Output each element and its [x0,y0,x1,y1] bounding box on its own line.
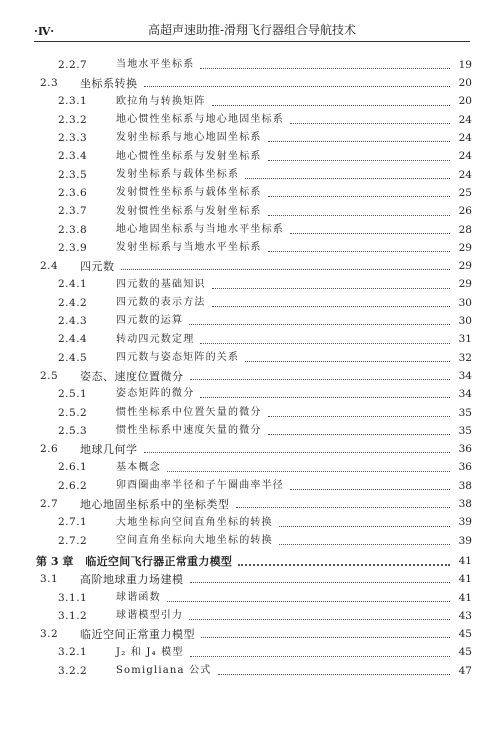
toc-entry[interactable] [36,56,472,74]
toc-entry-page: 25 [458,186,472,199]
toc-entry-title: 地球几何学 [80,442,138,456]
toc-entry-page: 28 [458,223,472,236]
toc-entry[interactable] [36,349,472,367]
toc-entry[interactable] [36,607,472,625]
toc-entry-title: 地心惯性坐标系与地心地固坐标系 [116,114,284,126]
toc-entry-number: 2.7 [40,498,59,511]
dot-leader [290,122,450,124]
toc-entry[interactable] [36,459,472,477]
toc-entry-number: 2.3.2 [58,113,88,126]
toc-entry-number: 2.3.6 [58,186,88,199]
toc-entry-title: 高阶地球重力场建模 [80,572,184,586]
toc-entry-number: 2.4.3 [58,315,88,328]
toc-entry-title: 姿态、速度位置微分 [80,369,184,383]
toc-entry-number: 2.7.2 [58,534,88,547]
toc-entry-title: 地心惯性坐标系与发射坐标系 [116,150,262,162]
toc-entry-title: 空间直角坐标向大地坐标的转换 [116,534,273,546]
toc-entry-page: 41 [458,554,472,567]
toc-entry-page: 30 [458,296,472,309]
toc-entry[interactable] [36,202,472,220]
toc-entry[interactable] [36,184,472,202]
toc-entry-page: 32 [458,351,472,364]
toc-entry[interactable] [36,404,472,422]
toc-entry-number: 2.4.4 [58,333,88,346]
toc-entry[interactable] [36,129,472,147]
toc-entry-number: 2.3.9 [58,241,88,254]
dot-leader [200,342,450,344]
toc-entry-page: 19 [458,58,472,71]
toc-entry-page: 29 [458,241,472,254]
toc-entry-page: 29 [458,278,472,291]
toc-entry-number: 2.3.7 [58,205,88,218]
toc-entry-number: 3.1 [40,573,59,586]
toc-entry-title: 大地坐标向空间直角坐标的转换 [116,516,273,528]
toc-entry[interactable] [36,552,472,570]
dot-leader [245,177,450,179]
dot-leader [238,563,450,566]
toc-entry-number: 2.3.3 [58,132,88,145]
toc-entry-number: 3.1.1 [58,591,88,604]
toc-entry[interactable] [36,385,472,403]
toc-entry-page: 31 [458,333,472,346]
toc-entry-title: 四元数的基础知识 [116,278,206,290]
toc-entry-page: 36 [458,443,472,456]
toc-entry-number: 3.2.2 [58,664,88,677]
toc-entry-number: 2.4.5 [58,351,88,364]
toc-entry[interactable] [36,221,472,239]
toc-entry-page: 34 [458,369,472,382]
dot-leader [200,396,450,398]
toc-entry-title: 惯性坐标系中位置矢量的微分 [116,406,262,418]
dot-leader [268,140,450,142]
toc-entry-page: 20 [458,95,472,108]
table-of-contents [36,56,472,680]
toc-entry-title: 地心地固坐标系中的坐标类型 [80,497,230,511]
dot-leader [268,159,450,161]
dot-leader [144,85,451,87]
toc-entry-title: 四元数与姿态矩阵的关系 [116,351,240,363]
toc-entry[interactable] [36,74,472,92]
toc-entry-title: 转动四元数定理 [116,333,195,345]
toc-entry-title: 惯性坐标系中速度矢量的微分 [116,425,262,437]
toc-entry[interactable] [36,367,472,385]
toc-entry[interactable] [36,147,472,165]
dot-leader [268,195,450,197]
toc-entry[interactable] [36,111,472,129]
toc-entry-number: 2.4.1 [58,278,88,291]
dot-leader [189,618,450,620]
toc-entry-title: 坐标系转换 [80,76,138,90]
toc-entry-number: 2.2.7 [58,58,88,71]
toc-entry-number: 2.3.1 [58,95,88,108]
toc-entry-title: Somigliana 公式 [116,664,212,676]
toc-entry-number: 2.3 [40,77,59,90]
toc-entry-title: 球谐函数 [116,591,161,603]
toc-entry-title: 临近空间正常重力模型 [80,627,195,641]
toc-entry-number: 2.7.1 [58,516,88,529]
toc-entry-number: 2.5.1 [58,388,88,401]
dot-leader [268,214,450,216]
toc-entry[interactable] [36,422,472,440]
toc-entry-page: 29 [458,260,472,273]
toc-entry-number: 3.2.1 [58,646,88,659]
toc-entry-number: 2.4.2 [58,296,88,309]
toc-entry[interactable] [36,257,472,275]
toc-entry-number: 2.4 [40,260,59,273]
toc-entry-title: 四元数 [80,259,115,273]
toc-entry[interactable] [36,570,472,588]
page-number: ·Ⅳ· [34,25,55,38]
toc-entry-title: 发射惯性坐标系与发射坐标系 [116,205,262,217]
toc-entry-page: 35 [458,424,472,437]
toc-entry-page: 34 [458,388,472,401]
toc-entry-title: 欧拉角与转换矩阵 [116,95,206,107]
toc-entry-title: 球谐模型引力 [116,610,184,622]
toc-entry-page: 38 [458,479,472,492]
toc-entry-page: 36 [458,461,472,474]
dot-leader [279,543,450,545]
toc-entry-number: 2.3.8 [58,223,88,236]
toc-entry[interactable] [36,93,472,111]
toc-entry-number: 2.6.1 [58,461,88,474]
dot-leader [167,470,450,472]
toc-entry[interactable] [36,644,472,662]
dot-leader [268,433,450,435]
dot-leader [189,323,450,325]
toc-entry-number: 2.5.3 [58,424,88,437]
toc-entry-page: 41 [458,573,472,586]
toc-entry-page: 39 [458,516,472,529]
toc-entry[interactable] [36,532,472,550]
toc-entry-page: 45 [458,646,472,659]
dot-leader [236,506,451,508]
toc-entry-page: 35 [458,406,472,419]
toc-entry[interactable] [36,589,472,607]
dot-leader [268,250,450,252]
toc-entry-page: 39 [458,534,472,547]
toc-entry-number: 2.6.2 [58,479,88,492]
toc-entry-number: 2.5 [40,369,59,382]
dot-leader [218,673,451,675]
toc-entry[interactable] [36,276,472,294]
dot-leader [190,581,451,583]
toc-entry-page: 24 [458,132,472,145]
toc-entry-number: 2.5.2 [58,406,88,419]
toc-entry-page: 45 [458,628,472,641]
dot-leader [190,378,451,380]
dot-leader [144,451,451,453]
toc-entry[interactable] [36,440,472,458]
toc-entry-number: 2.6 [40,443,59,456]
toc-entry-title: 发射坐标系与当地水平坐标系 [116,242,262,254]
dot-leader [190,655,450,657]
dot-leader [290,232,450,234]
toc-entry-title: J₂ 和 J₄ 模型 [116,646,184,658]
toc-entry-page: 43 [458,609,472,622]
toc-entry-page: 30 [458,315,472,328]
dot-leader [268,415,450,417]
dot-leader [200,67,450,69]
toc-entry[interactable] [36,625,472,643]
toc-entry-page: 24 [458,113,472,126]
toc-entry-title: 卯酉圈曲率半径和子午圈曲率半径 [116,479,284,491]
toc-entry-title: 四元数的运算 [116,315,184,327]
toc-entry[interactable] [36,495,472,513]
toc-entry-page: 24 [458,168,472,181]
toc-entry-page: 41 [458,591,472,604]
toc-entry-number: 第 3 章 [36,554,74,568]
toc-entry-page: 24 [458,150,472,163]
toc-entry-number: 3.2 [40,628,59,641]
toc-entry-number: 3.1.2 [58,609,88,622]
toc-entry-title: 四元数的表示方法 [116,297,206,308]
toc-entry[interactable] [36,662,472,680]
toc-entry[interactable] [36,166,472,184]
toc-entry[interactable] [36,330,472,348]
toc-entry[interactable] [36,513,472,531]
toc-entry[interactable] [36,239,472,257]
toc-entry[interactable] [36,294,472,312]
toc-entry-title: 临近空间飞行器正常重力模型 [85,554,233,568]
toc-entry[interactable] [36,477,472,495]
toc-entry-title: 姿态矩阵的微分 [116,388,195,400]
running-title: 高超声速助推-滑翔飞行器组合导航技术 [147,23,357,37]
toc-entry-title: 地心地固坐标系与当地水平坐标系 [116,223,284,235]
dot-leader [212,287,450,289]
dot-leader [201,636,450,638]
dot-leader [245,360,450,362]
dot-leader [212,305,450,307]
toc-entry-title: 发射惯性坐标系与载体坐标系 [116,187,262,199]
toc-entry-page: 38 [458,498,472,511]
dot-leader [212,104,450,106]
page-header [34,16,470,42]
dot-leader [279,525,450,527]
toc-entry-number: 2.3.5 [58,168,88,181]
toc-entry-page: 20 [458,77,472,90]
toc-entry[interactable] [36,312,472,330]
toc-entry-title: 当地水平坐标系 [116,59,195,71]
toc-entry-page: 26 [458,205,472,218]
dot-leader [167,600,450,602]
toc-entry-title: 发射坐标系与地心地固坐标系 [116,132,262,144]
toc-entry-page: 47 [458,664,472,677]
toc-entry-number: 2.3.4 [58,150,88,163]
dot-leader [121,268,451,270]
toc-entry-title: 基本概念 [116,461,161,473]
toc-entry-title: 发射坐标系与载体坐标系 [116,168,240,180]
dot-leader [290,488,450,490]
